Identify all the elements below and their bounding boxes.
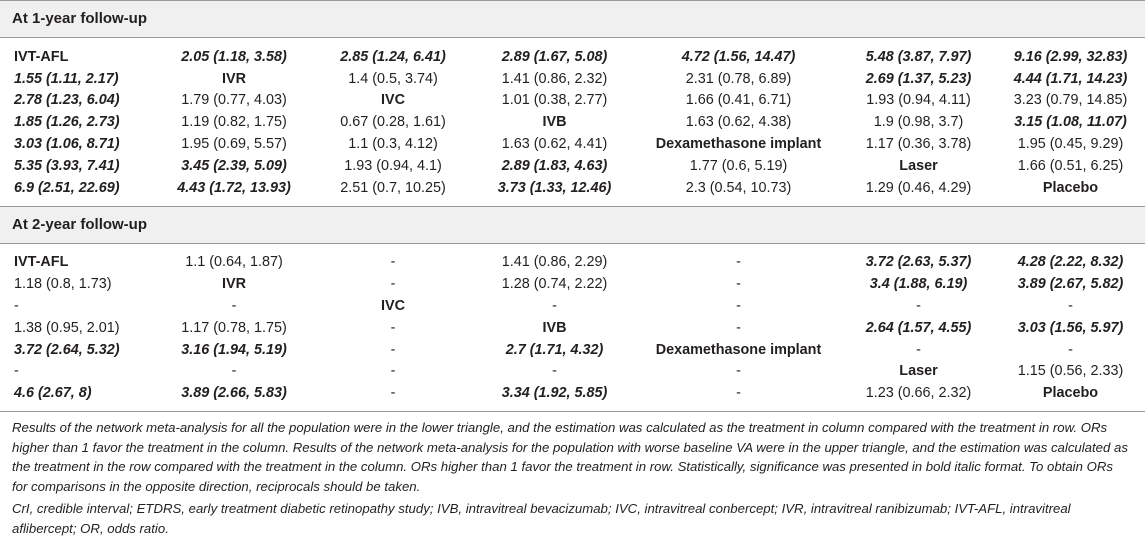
odds-ratio-cell: 1.93 (0.94, 4.11)	[866, 92, 971, 109]
treatment-label-cell: Laser	[899, 363, 938, 380]
odds-ratio-cell: -	[1068, 298, 1073, 315]
odds-ratio-cell: 2.69 (1.37, 5.23)	[865, 70, 972, 87]
odds-ratio-cell: 2.89 (1.67, 5.08)	[501, 48, 608, 65]
odds-ratio-cell: 1.66 (0.51, 6.25)	[1017, 157, 1124, 174]
table-row	[0, 155, 1145, 177]
odds-ratio-cell: 1.15 (0.56, 2.33)	[1017, 363, 1124, 380]
section-title-1-year: At 1-year follow-up	[0, 1, 1145, 37]
odds-ratio-cell: 1.93 (0.94, 4.1)	[344, 157, 442, 174]
odds-ratio-cell: 4.28 (2.22, 8.32)	[1017, 254, 1124, 271]
odds-ratio-cell: -	[390, 276, 396, 293]
odds-ratio-cell: 1.95 (0.45, 9.29)	[1017, 136, 1124, 153]
odds-ratio-cell: 4.43 (1.72, 13.93)	[177, 179, 291, 196]
odds-ratio-cell: -	[390, 341, 396, 358]
odds-ratio-cell: 2.64 (1.57, 4.55)	[865, 319, 972, 336]
treatment-label-cell: IVC	[381, 298, 405, 315]
odds-ratio-cell: 1.63 (0.62, 4.38)	[685, 114, 792, 131]
odds-ratio-cell: 2.89 (1.83, 4.63)	[501, 157, 608, 174]
odds-ratio-cell: 3.15 (1.08, 11.07)	[1014, 114, 1127, 131]
odds-ratio-cell: 1.29 (0.46, 4.29)	[865, 179, 972, 196]
odds-ratio-cell: 5.48 (3.87, 7.97)	[865, 48, 972, 65]
odds-ratio-cell: 5.35 (3.93, 7.41)	[14, 157, 120, 174]
table-row	[0, 382, 1145, 404]
table-row	[0, 295, 1145, 317]
odds-ratio-cell: 4.6 (2.67, 8)	[14, 385, 92, 402]
odds-ratio-cell: 3.4 (1.88, 6.19)	[869, 276, 968, 293]
odds-ratio-cell: -	[231, 363, 237, 380]
odds-ratio-cell: -	[736, 276, 741, 293]
odds-ratio-cell: -	[1068, 341, 1073, 358]
treatment-label-cell: Dexamethasone implant	[655, 136, 822, 153]
odds-ratio-cell: 1.19 (0.82, 1.75)	[181, 114, 287, 131]
odds-ratio-cell: 3.34 (1.92, 5.85)	[501, 385, 608, 402]
table-row	[0, 46, 1145, 68]
odds-ratio-cell: 2.31 (0.78, 6.89)	[685, 70, 792, 87]
treatment-label-cell: IVB	[542, 114, 567, 131]
table-row	[0, 317, 1145, 339]
odds-ratio-cell: -	[736, 385, 741, 402]
treatment-label-cell: Placebo	[1042, 385, 1099, 402]
odds-ratio-cell: 1.4 (0.5, 3.74)	[348, 70, 438, 87]
odds-ratio-cell: 3.72 (2.63, 5.37)	[865, 254, 972, 271]
table-row	[0, 361, 1145, 383]
odds-ratio-cell: -	[390, 363, 396, 380]
odds-ratio-cell: 3.89 (2.67, 5.82)	[1017, 276, 1124, 293]
treatment-label-cell: IVT-AFL	[14, 254, 69, 271]
odds-ratio-cell: 2.85 (1.24, 6.41)	[340, 48, 446, 65]
odds-ratio-cell: -	[916, 298, 921, 315]
odds-ratio-cell: -	[14, 363, 19, 380]
odds-ratio-cell: 1.1 (0.3, 4.12)	[348, 136, 438, 153]
treatment-label-cell: IVB	[542, 319, 567, 336]
odds-ratio-cell: 9.16 (2.99, 32.83)	[1013, 48, 1128, 65]
odds-ratio-cell: 1.23 (0.66, 2.32)	[865, 385, 972, 402]
treatment-label-cell: Laser	[899, 157, 938, 174]
odds-ratio-cell: 2.3 (0.54, 10.73)	[685, 179, 792, 196]
table-1-year	[0, 46, 1145, 199]
odds-ratio-cell: -	[14, 298, 19, 315]
odds-ratio-cell: -	[736, 254, 741, 271]
odds-ratio-cell: -	[390, 254, 396, 271]
odds-ratio-cell: 0.67 (0.28, 1.61)	[340, 114, 446, 131]
odds-ratio-cell: 1.85 (1.26, 2.73)	[14, 114, 120, 131]
treatment-label-cell: Placebo	[1042, 179, 1099, 196]
odds-ratio-cell: 1.63 (0.62, 4.41)	[501, 136, 608, 153]
odds-ratio-cell: -	[552, 363, 557, 380]
odds-ratio-cell: -	[231, 298, 237, 315]
odds-ratio-cell: 1.18 (0.8, 1.73)	[14, 276, 112, 293]
odds-ratio-cell: 3.16 (1.94, 5.19)	[181, 341, 287, 358]
odds-ratio-cell: 4.72 (1.56, 14.47)	[681, 48, 796, 65]
odds-ratio-cell: 1.77 (0.6, 5.19)	[689, 157, 788, 174]
odds-ratio-cell: 1.79 (0.77, 4.03)	[181, 92, 287, 109]
odds-ratio-cell: 1.41 (0.86, 2.29)	[501, 254, 608, 271]
odds-ratio-cell: 1.95 (0.69, 5.57)	[181, 136, 287, 153]
odds-ratio-cell: 2.78 (1.23, 6.04)	[14, 92, 120, 109]
odds-ratio-cell: 3.03 (1.06, 8.71)	[14, 136, 120, 153]
odds-ratio-cell: 2.7 (1.71, 4.32)	[505, 341, 604, 358]
odds-ratio-cell: 3.89 (2.66, 5.83)	[181, 385, 287, 402]
odds-ratio-cell: 2.51 (0.7, 10.25)	[340, 179, 446, 196]
odds-ratio-cell: 1.01 (0.38, 2.77)	[501, 92, 608, 109]
table-row	[0, 133, 1145, 155]
odds-ratio-cell: 3.45 (2.39, 5.09)	[181, 157, 287, 174]
odds-ratio-cell: 1.1 (0.64, 1.87)	[185, 254, 283, 271]
table-row	[0, 111, 1145, 133]
odds-ratio-cell: 1.17 (0.78, 1.75)	[181, 319, 287, 336]
table-row	[0, 339, 1145, 361]
odds-ratio-cell: 1.55 (1.11, 2.17)	[14, 70, 119, 87]
treatment-label-cell: IVR	[222, 276, 246, 293]
odds-ratio-cell: 1.9 (0.98, 3.7)	[873, 114, 964, 131]
table-footnotes	[0, 412, 1145, 538]
table-row	[0, 273, 1145, 295]
treatment-label-cell: Dexamethasone implant	[655, 341, 822, 358]
odds-ratio-cell: 3.03 (1.56, 5.97)	[1017, 319, 1124, 336]
odds-ratio-cell: -	[552, 298, 557, 315]
table-row	[0, 177, 1145, 199]
treatment-label-cell: IVT-AFL	[14, 48, 69, 65]
odds-ratio-cell: 2.05 (1.18, 3.58)	[181, 48, 287, 65]
odds-ratio-cell: 6.9 (2.51, 22.69)	[14, 179, 120, 196]
footnote-abbreviations: CrI, credible interval; ETDRS, early treatment diabetic retinopathy study; IVB, intravitreal bevacizumab; IVC, intravitreal conbercept; IVR, intravitreal ranibizumab; IVT-AFL, intravitreal aflibercept; OR, odds ratio.	[12, 501, 1071, 536]
odds-ratio-cell: 1.28 (0.74, 2.22)	[501, 276, 608, 293]
odds-ratio-cell: -	[390, 319, 396, 336]
odds-ratio-cell: 1.41 (0.86, 2.32)	[501, 70, 608, 87]
treatment-label-cell: IVR	[222, 70, 246, 87]
treatment-label-cell: IVC	[381, 92, 405, 109]
odds-ratio-cell: -	[736, 363, 741, 380]
odds-ratio-cell: -	[916, 341, 921, 358]
table-row	[0, 252, 1145, 274]
odds-ratio-cell: 3.23 (0.79, 14.85)	[1013, 92, 1128, 109]
table-2-year	[0, 252, 1145, 405]
table-row	[0, 90, 1145, 112]
odds-ratio-cell: 1.66 (0.41, 6.71)	[685, 92, 792, 109]
odds-ratio-cell: 3.73 (1.33, 12.46)	[497, 179, 612, 196]
footnote-results: Results of the network meta-analysis for all the population were in the lower triangle, and the estimation was calculated as the treatment in column compared with the treatment in row. ORs higher than 1 favor the treatment in the column. Results of the network meta-analysis for the population with worse baseline VA were in the upper triangle, and the estimation was calculated as the treatment in the row compared with the treatment in the column. ORs higher than 1 favor the treatment in row. Statistically, significance was presented in bold italic format. To obtain ORs for comparisons in the opposite direction, reciprocals should be taken.	[12, 420, 1128, 494]
odds-ratio-cell: 1.17 (0.36, 3.78)	[865, 136, 972, 153]
table-row	[0, 68, 1145, 90]
odds-ratio-cell: 4.44 (1.71, 14.23)	[1013, 70, 1128, 87]
odds-ratio-cell: -	[390, 385, 396, 402]
odds-ratio-cell: 1.38 (0.95, 2.01)	[14, 319, 120, 336]
section-title-2-year: At 2-year follow-up	[0, 207, 1145, 243]
odds-ratio-cell: -	[736, 319, 741, 336]
odds-ratio-cell: -	[736, 298, 741, 315]
odds-ratio-cell: 3.72 (2.64, 5.32)	[14, 341, 120, 358]
